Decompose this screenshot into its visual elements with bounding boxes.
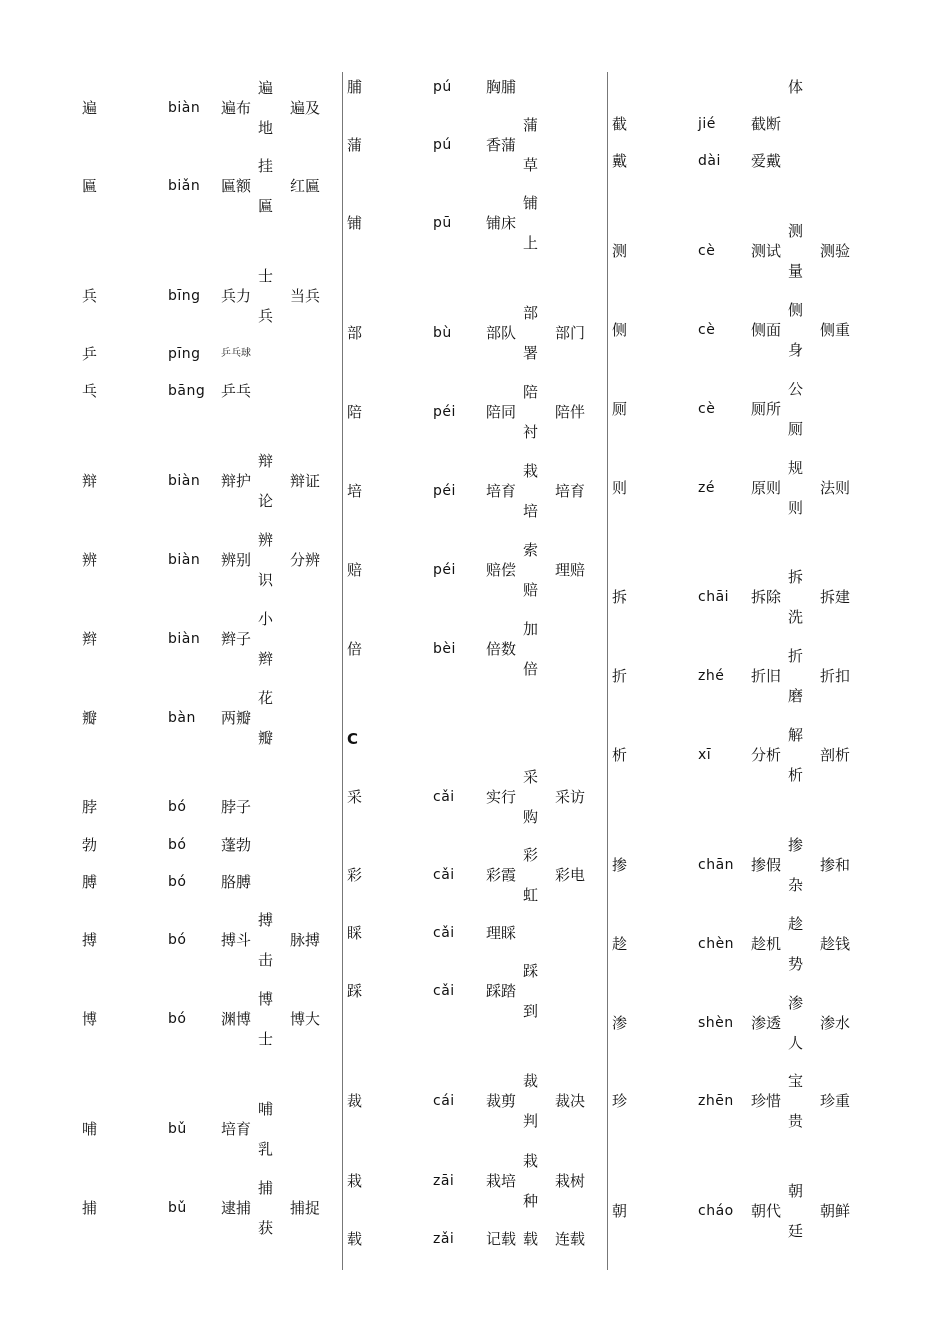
entry-word: 搏斗 [221, 931, 252, 949]
entry-pinyin: cǎi [433, 983, 455, 999]
entry-word: 陪伴 [555, 403, 586, 421]
entry-word-stacked-top: 士 [258, 267, 274, 285]
entry-pinyin: cè [698, 243, 716, 259]
entry-word-stacked-top: 哺 [258, 1100, 274, 1118]
entry-pinyin: bīng [168, 288, 201, 304]
entry-character: 脖 [82, 798, 98, 816]
entry-word-stacked-bottom: 士 [258, 1030, 274, 1048]
entry-word-stacked-top: 朝 [788, 1182, 804, 1200]
entry-word: 踩踏 [486, 982, 517, 1000]
entry-pinyin: pīng [168, 346, 201, 362]
entry-word-stacked-bottom: 判 [523, 1112, 539, 1130]
entry-word-stacked-top: 部 [523, 304, 539, 322]
entry-word-stacked-bottom: 兵 [258, 307, 274, 325]
entry-word-stacked-top: 渗 [788, 994, 804, 1012]
entry-word: 实行 [486, 788, 517, 806]
entry-word: 截断 [751, 115, 782, 133]
entry-word-stacked-top: 陪 [523, 383, 539, 401]
entry-word: 胸脯 [486, 78, 517, 96]
entry-word-stacked-top: 解 [788, 726, 804, 744]
entry-character: 哺 [82, 1120, 98, 1138]
entry-word-stacked-top: 彩 [523, 846, 539, 864]
entry-word: 掺假 [751, 856, 782, 874]
entry-pinyin: bǔ [168, 1121, 187, 1137]
entry-word: 培育 [221, 1120, 252, 1138]
entry-word: 原则 [751, 479, 782, 497]
entry-pinyin: biàn [168, 631, 201, 647]
entry-pinyin: zhēn [698, 1093, 734, 1109]
entry-word: 朝鲜 [820, 1202, 851, 1220]
entry-word: 脉搏 [290, 931, 321, 949]
entry-word-stacked-top: 挂 [258, 157, 274, 175]
entry-pinyin: chān [698, 857, 735, 873]
entry-word-stacked-bottom: 击 [258, 951, 274, 969]
entry-word: 记载 [486, 1230, 517, 1248]
entry-pinyin: chèn [698, 936, 735, 952]
entry-word: 倍数 [486, 640, 517, 658]
entry-word-stacked-top: 索 [523, 541, 539, 559]
entry-word: 遍布 [221, 99, 252, 117]
entry-word-stacked-bottom: 乳 [258, 1140, 274, 1158]
entry-character: 兵 [82, 287, 98, 305]
entry-word-stacked-bottom: 磨 [788, 687, 804, 705]
entry-word: 栽培 [486, 1172, 517, 1190]
entry-word-stacked-top: 踩 [523, 962, 539, 980]
entry-word: 侧重 [820, 321, 851, 339]
entry-pinyin: cǎi [433, 867, 455, 883]
entry-pinyin: bó [168, 837, 187, 853]
entry-word-stacked-top: 铺 [523, 194, 539, 212]
entry-character: 陪 [347, 403, 363, 421]
entry-word: 彩霞 [486, 866, 517, 884]
entry-word: 爱戴 [751, 152, 782, 170]
entry-word-stacked-top: 辩 [258, 452, 274, 470]
entry-word: 理赔 [555, 561, 586, 579]
entry-word-stacked-top: 测 [788, 222, 804, 240]
entry-word-stacked-top: 规 [788, 459, 804, 477]
entry-pinyin: zǎi [433, 1231, 455, 1247]
entry-word: 测验 [820, 242, 851, 260]
entry-word-stacked-bottom: 析 [788, 766, 804, 784]
entry-word-stacked-top: 加 [523, 620, 539, 638]
entry-pinyin: péi [433, 483, 456, 499]
entry-word: 辫子 [221, 630, 252, 648]
entry-character: 乓 [82, 382, 98, 400]
entry-word-stacked-bottom: 辫 [258, 650, 274, 668]
entry-character: 载 [347, 1230, 363, 1248]
entry-word: 红匾 [290, 177, 321, 195]
entry-pinyin: cháo [698, 1203, 734, 1219]
entry-character: 瓣 [82, 709, 98, 727]
entry-character: 侧 [612, 321, 628, 339]
entry-pinyin: xī [698, 747, 712, 763]
entry-pinyin: cái [433, 1093, 455, 1109]
entry-character: 赔 [347, 561, 363, 579]
entry-word-stacked-bottom: 倍 [523, 660, 539, 678]
entry-pinyin: bàn [168, 710, 196, 726]
vocab-column-3 [608, 0, 950, 1344]
entry-word: 趁钱 [820, 935, 851, 953]
section-label: C [347, 730, 359, 748]
entry-character: 倍 [347, 640, 363, 658]
entry-pinyin: bāng [168, 383, 206, 399]
entry-character: 勃 [82, 836, 98, 854]
entry-word-stacked-top: 拆 [788, 568, 804, 586]
entry-word: 彩电 [555, 866, 586, 884]
entry-pinyin: bó [168, 874, 187, 890]
entry-pinyin: pú [433, 137, 452, 153]
entry-word: 辩护 [221, 472, 252, 490]
entry-word: 博大 [290, 1010, 321, 1028]
entry-word: 折旧 [751, 667, 782, 685]
entry-word: 辩证 [290, 472, 321, 490]
entry-character: 掺 [612, 856, 628, 874]
entry-pinyin: dài [698, 153, 721, 169]
entry-pinyin: jié [698, 116, 716, 132]
entry-word: 栽树 [555, 1172, 586, 1190]
entry-word: 当兵 [290, 287, 321, 305]
entry-character: 部 [347, 324, 363, 342]
entry-word-stacked-top: 裁 [523, 1072, 539, 1090]
entry-word-stacked-bottom: 衬 [523, 423, 539, 441]
entry-character: 铺 [347, 214, 363, 232]
entry-word-stacked-top: 捕 [258, 1179, 274, 1197]
entry-pinyin: biǎn [168, 178, 201, 194]
entry-pinyin: cǎi [433, 789, 455, 805]
entry-word-stacked-bottom: 厕 [788, 420, 804, 438]
entry-character: 测 [612, 242, 628, 260]
entry-word: 两瓣 [221, 709, 252, 727]
entry-pinyin: pū [433, 215, 452, 231]
entry-word: 乒乓 [221, 382, 252, 400]
entry-word-stacked-bottom: 量 [788, 262, 804, 280]
entry-word-stacked-top: 宝 [788, 1072, 804, 1090]
entry-word: 陪同 [486, 403, 517, 421]
entry-word-stacked-bottom: 草 [523, 156, 539, 174]
entry-word-stacked: 载 [523, 1230, 539, 1248]
entry-word: 脖子 [221, 798, 252, 816]
entry-word: 法则 [820, 479, 851, 497]
entry-character: 睬 [347, 924, 363, 942]
entry-word: 连载 [555, 1230, 586, 1248]
entry-word-stacked-top: 遍 [258, 79, 274, 97]
entry-character: 珍 [612, 1092, 628, 1110]
entry-character: 捕 [82, 1199, 98, 1217]
entry-word-stacked-top: 栽 [523, 1152, 539, 1170]
entry-character: 拆 [612, 588, 628, 606]
entry-word-stacked-bottom: 论 [258, 492, 274, 510]
entry-word-stacked-bottom: 地 [258, 119, 274, 137]
entry-character: 截 [612, 115, 628, 133]
entry-word: 分析 [751, 746, 782, 764]
entry-word: 理睬 [486, 924, 517, 942]
entry-word: 逮捕 [221, 1199, 252, 1217]
vocab-column-1 [0, 0, 342, 1344]
entry-character: 折 [612, 667, 628, 685]
entry-word-stacked-bottom: 贵 [788, 1112, 804, 1130]
entry-word-stacked-bottom: 培 [523, 502, 539, 520]
entry-word-stacked-bottom: 身 [788, 341, 804, 359]
entry-character: 辫 [82, 630, 98, 648]
vocab-column-2 [343, 0, 607, 1344]
entry-word: 香蒲 [486, 136, 517, 154]
entry-pinyin: biàn [168, 100, 201, 116]
entry-word-stacked-bottom: 种 [523, 1192, 539, 1210]
entry-word-stacked-bottom: 获 [258, 1219, 274, 1237]
entry-character: 趁 [612, 935, 628, 953]
entry-word-stacked-top: 蒲 [523, 116, 539, 134]
entry-character: 戴 [612, 152, 628, 170]
entry-word: 剖析 [820, 746, 851, 764]
entry-word: 渗透 [751, 1014, 782, 1032]
entry-word-stacked-bottom: 则 [788, 499, 804, 517]
entry-character: 辩 [82, 472, 98, 490]
entry-word: 测试 [751, 242, 782, 260]
entry-character: 渗 [612, 1014, 628, 1032]
entry-character: 蒲 [347, 136, 363, 154]
entry-word-stacked-top: 侧 [788, 301, 804, 319]
entry-word-stacked-bottom: 上 [523, 234, 539, 252]
entry-pinyin: cè [698, 401, 716, 417]
entry-word-stacked-top: 搏 [258, 911, 274, 929]
entry-word-stacked-bottom: 识 [258, 571, 274, 589]
entry-character: 厕 [612, 400, 628, 418]
entry-character: 匾 [82, 177, 98, 195]
entry-word: 折扣 [820, 667, 851, 685]
entry-character: 则 [612, 479, 628, 497]
entry-pinyin: biàn [168, 473, 201, 489]
entry-word-stacked-top: 花 [258, 689, 274, 707]
entry-word-stacked-bottom: 瓣 [258, 729, 274, 747]
entry-word: 捕捉 [290, 1199, 321, 1217]
entry-word: 铺床 [486, 214, 517, 232]
entry-character: 脯 [347, 78, 363, 96]
entry-pinyin: biàn [168, 552, 201, 568]
entry-word-stacked-bottom: 到 [523, 1002, 539, 1020]
entry-word-stacked-top: 采 [523, 768, 539, 786]
entry-word: 匾额 [221, 177, 252, 195]
entry-word: 乒乓球 [221, 348, 251, 359]
entry-word-stacked-top: 小 [258, 610, 274, 628]
entry-character: 踩 [347, 982, 363, 1000]
entry-word: 部队 [486, 324, 517, 342]
entry-word-stacked-bottom: 署 [523, 344, 539, 362]
entry-word: 培育 [555, 482, 586, 500]
entry-word: 赔偿 [486, 561, 517, 579]
entry-word: 裁剪 [486, 1092, 517, 1110]
entry-word-stacked-bottom: 购 [523, 808, 539, 826]
entry-word: 培育 [486, 482, 517, 500]
entry-character: 析 [612, 746, 628, 764]
entry-word-stacked-top: 栽 [523, 462, 539, 480]
entry-word-stacked-bottom: 廷 [788, 1222, 804, 1240]
entry-word-stacked-bottom: 虹 [523, 886, 539, 904]
entry-character: 彩 [347, 866, 363, 884]
entry-word-stacked-top: 折 [788, 647, 804, 665]
entry-word: 蓬勃 [221, 836, 252, 854]
entry-word: 趁机 [751, 935, 782, 953]
entry-word: 珍重 [820, 1092, 851, 1110]
entry-word-stacked-top: 博 [258, 990, 274, 1008]
entry-word: 分辨 [290, 551, 321, 569]
entry-word: 拆建 [820, 588, 851, 606]
entry-word-stacked-bottom: 赔 [523, 581, 539, 599]
entry-word: 胳膊 [221, 873, 252, 891]
entry-word: 兵力 [221, 287, 252, 305]
entry-character: 遍 [82, 99, 98, 117]
entry-character: 朝 [612, 1202, 628, 1220]
entry-pinyin: chāi [698, 589, 730, 605]
entry-character: 膊 [82, 873, 98, 891]
entry-word-stacked-top: 公 [788, 380, 804, 398]
entry-word: 拆除 [751, 588, 782, 606]
entry-word-stacked-top: 辨 [258, 531, 274, 549]
entry-character: 裁 [347, 1092, 363, 1110]
entry-character: 栽 [347, 1172, 363, 1190]
entry-pinyin: péi [433, 404, 456, 420]
entry-pinyin: bó [168, 799, 187, 815]
entry-word: 裁决 [555, 1092, 586, 1110]
entry-pinyin: cǎi [433, 925, 455, 941]
entry-pinyin: péi [433, 562, 456, 578]
entry-pinyin: bèi [433, 641, 456, 657]
entry-word: 掺和 [820, 856, 851, 874]
entry-word: 渗水 [820, 1014, 851, 1032]
entry-character: 乒 [82, 345, 98, 363]
entry-pinyin: shèn [698, 1015, 734, 1031]
entry-pinyin: pú [433, 79, 452, 95]
entry-word-stacked: 体 [788, 78, 804, 96]
entry-word: 部门 [555, 324, 586, 342]
entry-word-stacked-bottom: 匾 [258, 197, 274, 215]
entry-word: 辨别 [221, 551, 252, 569]
entry-word-stacked-top: 掺 [788, 836, 804, 854]
entry-pinyin: cè [698, 322, 716, 338]
entry-character: 博 [82, 1010, 98, 1028]
entry-pinyin: zé [698, 480, 715, 496]
entry-word: 朝代 [751, 1202, 782, 1220]
entry-character: 采 [347, 788, 363, 806]
entry-word: 渊博 [221, 1010, 252, 1028]
entry-word: 侧面 [751, 321, 782, 339]
entry-word-stacked-bottom: 洗 [788, 608, 804, 626]
entry-word: 珍惜 [751, 1092, 782, 1110]
entry-character: 辨 [82, 551, 98, 569]
entry-pinyin: bó [168, 1011, 187, 1027]
entry-pinyin: bó [168, 932, 187, 948]
entry-word-stacked-bottom: 势 [788, 955, 804, 973]
entry-word-stacked-bottom: 人 [788, 1034, 804, 1052]
entry-pinyin: bǔ [168, 1200, 187, 1216]
entry-pinyin: zāi [433, 1173, 455, 1189]
entry-word-stacked-bottom: 杂 [788, 876, 804, 894]
entry-word: 采访 [555, 788, 586, 806]
entry-pinyin: zhé [698, 668, 725, 684]
entry-word: 遍及 [290, 99, 321, 117]
entry-word-stacked-top: 趁 [788, 915, 804, 933]
entry-character: 培 [347, 482, 363, 500]
entry-word: 厕所 [751, 400, 782, 418]
entry-character: 搏 [82, 931, 98, 949]
entry-pinyin: bù [433, 325, 452, 341]
